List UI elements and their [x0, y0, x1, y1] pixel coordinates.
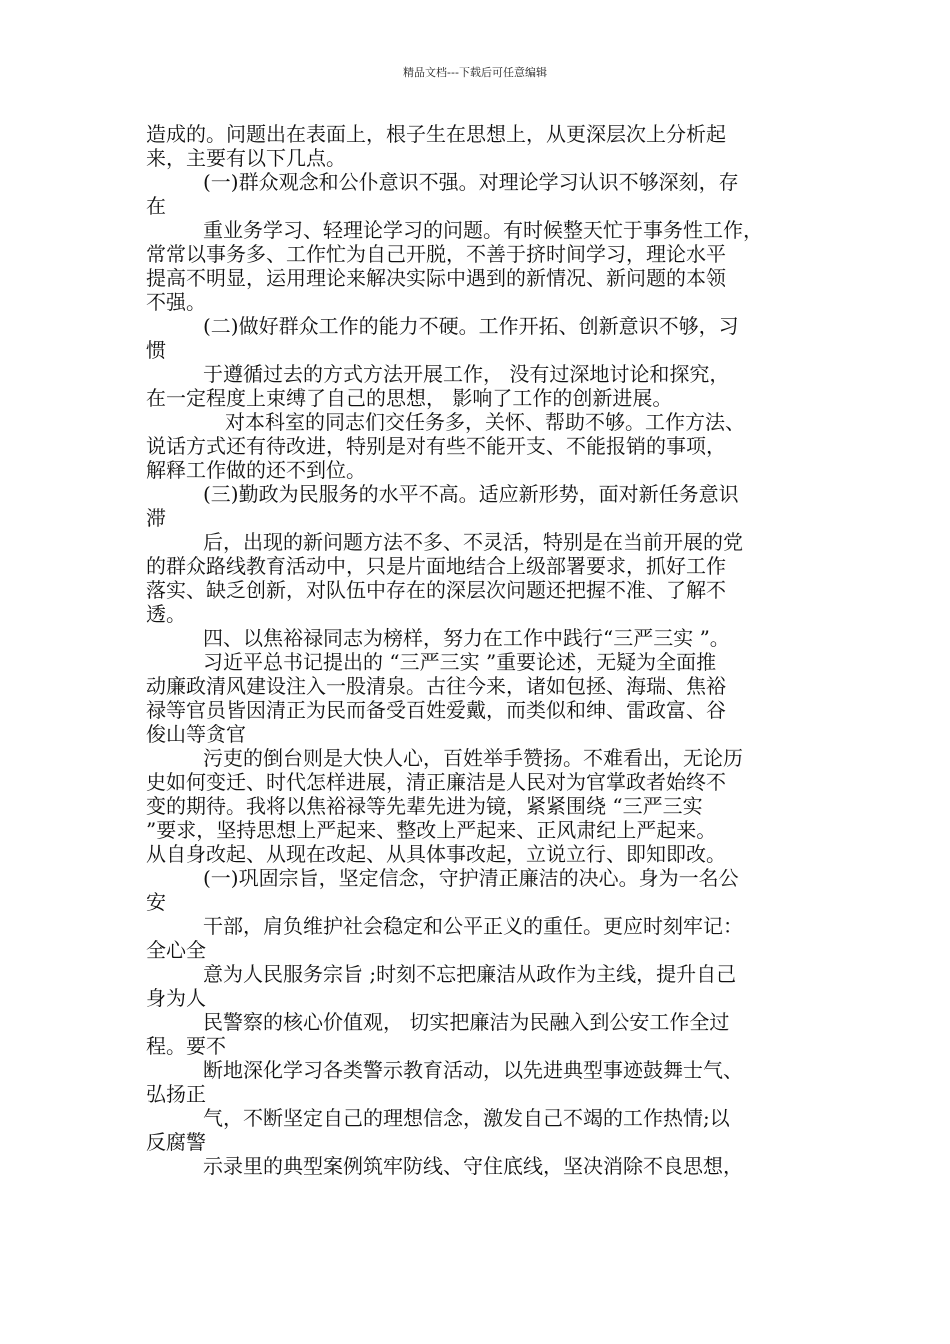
text-line: 弘扬正: [146, 1082, 206, 1106]
text-line: 意为人民服务宗旨 ;时刻不忘把廉洁从政作为主线，提升自己: [203, 962, 737, 986]
text-line: 习近平总书记提出的 “三严三实 ”重要论述，无疑为全面推: [203, 650, 717, 674]
text-line: 在: [146, 194, 166, 218]
text-line: (三)勤政为民服务的水平不高。适应新形势，面对新任务意识: [203, 482, 739, 506]
text-line: 变的期待。我将以焦裕禄等先辈先进为镜，紧紧围绕 “三严三实: [146, 794, 703, 818]
text-line: 断地深化学习各类警示教育活动，以先进典型事迹鼓舞士气、: [203, 1058, 743, 1082]
text-line: 程。要不: [146, 1034, 226, 1058]
text-line: 的群众路线教育活动中，只是片面地结合上级部署要求，抓好工作: [146, 554, 726, 578]
text-line: 史如何变迁、时代怎样进展，清正廉洁是人民对为官掌政者始终不: [146, 770, 726, 794]
text-line: 禄等官员皆因清正为民而备受百姓爱戴，而类似和绅、雷政富、谷: [146, 698, 726, 722]
text-line: 对本科室的同志们交任务多，关怀、帮助不够。工作方法、: [225, 410, 745, 434]
text-line: 在一定程度上束缚了自己的思想， 影响了工作的创新进展。: [146, 386, 673, 410]
text-line: 提高不明显，运用理论来解决实际中遇到的新情况、新问题的本领: [146, 266, 726, 290]
text-line: (一)巩固宗旨，坚定信念，守护清正廉洁的决心。身为一名公: [203, 866, 739, 890]
text-line: 俊山等贪官: [146, 722, 246, 746]
text-line: 民警察的核心价值观， 切实把廉洁为民融入到公安工作全过: [203, 1010, 730, 1034]
text-line: 后，出现的新问题方法不多、不灵活，特别是在当前开展的党: [203, 530, 743, 554]
text-line: 来，主要有以下几点。: [146, 146, 346, 170]
text-line: ”要求，坚持思想上严起来、整改上严起来、正风肃纪上严起来。: [146, 818, 717, 842]
page-header: 精品文档---下载后可任意编辑: [403, 66, 547, 79]
text-line: 安: [146, 890, 166, 914]
text-line: 四、以焦裕禄同志为榜样，努力在工作中践行“三严三实 ”。: [203, 626, 730, 650]
text-line: 透。: [146, 602, 186, 626]
text-line: 不强。: [146, 290, 206, 314]
text-line: 污吏的倒台则是大快人心，百姓举手赞扬。不难看出，无论历: [203, 746, 743, 770]
text-line: 示录里的典型案例筑牢防线、守住底线，坚决消除不良思想，: [203, 1154, 743, 1178]
text-line: (二)做好群众工作的能力不硬。工作开拓、创新意识不够，习: [203, 314, 739, 338]
text-line: 说话方式还有待改进，特别是对有些不能开支、不能报销的事项，: [146, 434, 726, 458]
text-line: 干部，肩负维护社会稳定和公平正义的重任。更应时刻牢记：: [203, 914, 743, 938]
text-line: 全心全: [146, 938, 206, 962]
text-line: 造成的。问题出在表面上，根子生在思想上，从更深层次上分析起: [146, 122, 726, 146]
text-line: 滞: [146, 506, 166, 530]
text-line: 身为人: [146, 986, 206, 1010]
text-line: 落实、缺乏创新，对队伍中存在的深层次问题还把握不准、了解不: [146, 578, 726, 602]
document-body: [146, 122, 816, 1178]
text-line: 动廉政清风建设注入一股清泉。古往今来，诸如包拯、海瑞、焦裕: [146, 674, 726, 698]
text-line: 于遵循过去的方式方法开展工作， 没有过深地讨论和探究，: [203, 362, 730, 386]
text-line: 重业务学习、轻理论学习的问题。有时候整天忙于事务性工作，: [203, 218, 763, 242]
text-line: 气，不断坚定自己的理想信念，激发自己不竭的工作热情;以: [203, 1106, 730, 1130]
text-line: (一)群众观念和公仆意识不强。对理论学习认识不够深刻，存: [203, 170, 739, 194]
text-line: 常常以事务多、工作忙为自己开脱，不善于挤时间学习，理论水平: [146, 242, 726, 266]
text-line: 反腐警: [146, 1130, 206, 1154]
text-line: 解释工作做的还不到位。: [146, 458, 366, 482]
text-line: 惯: [146, 338, 166, 362]
text-line: 从自身改起、从现在改起、从具体事改起，立说立行、即知即改。: [146, 842, 726, 866]
